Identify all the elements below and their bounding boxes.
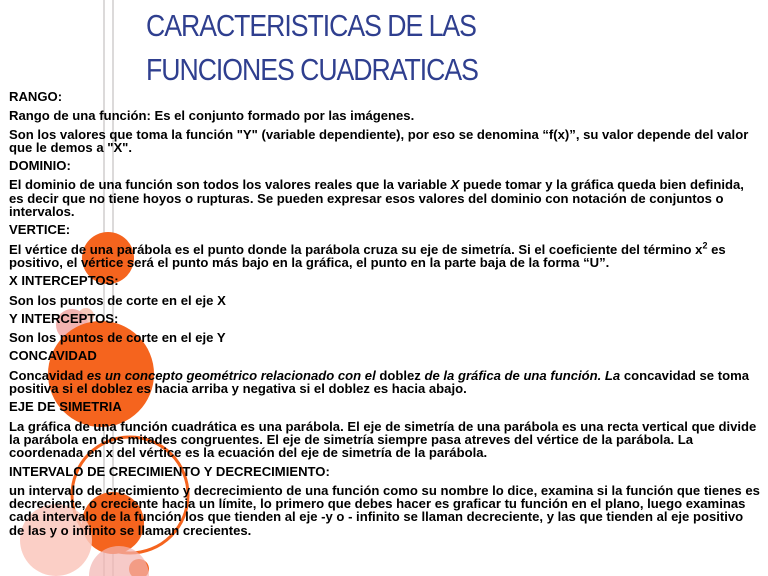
concavidad-text-c: concavidad se toma positiva si el doblez es hacia arriba y negativa si el doblez es hacia abajo.: [9, 367, 749, 397]
dominio-description: [9, 178, 761, 218]
heading-intervalo: INTERVALO DE CRECIMIENTO Y DECRECIMIENTO:: [9, 463, 330, 479]
dominio-text-a: El dominio de una función son todos los valores reales que la variable: [9, 177, 451, 193]
vertice-exponent: 2: [702, 240, 708, 251]
intervalo-description: un intervalo de crecimiento y decrecimiento de una función como su nombre lo dice, examina si la función que tienes es decreciente, o creciente hacia un límite, lo primero que debes hacer es graficar tu función en el plano, luego examinas cada intervalo de la función los que tienden al eje -y o - infinito se llaman decreciente, y las que tienden al eje positivo de las y o infinito se llaman crecientes.: [9, 482, 760, 538]
heading-y-interceptos: Y INTERCEPTOS:: [9, 310, 119, 326]
vertice-text-b: es positivo, el vértice será el punto más bajo en la gráfica, el punto en la parte baja de la forma “U”.: [9, 241, 726, 270]
concavidad-description: [9, 369, 761, 396]
concavidad-italic-1: es un concepto geométrico relacionado con el: [86, 367, 376, 383]
slide-title: CARACTERISTICAS DE LAS FUNCIONES CUADRATICAS: [146, 8, 478, 87]
rango-definition: Rango de una función: Es el conjunto formado por las imágenes.: [9, 108, 415, 124]
pink-circle-bottom: [89, 546, 149, 576]
rango-description: Son los valores que toma la función "Y" (variable dependiente), por eso se denomina “f(x)”, su valor depende del valor que le demos a "X".: [9, 126, 749, 155]
concavidad-text-b: doblez: [375, 367, 425, 383]
slide-content: [9, 90, 761, 542]
y-interceptos-description: Son los puntos de corte en el eje Y: [9, 330, 226, 346]
vertice-text-a: El vértice de una parábola es el punto donde la parábola cruza su eje de simetría. Si el coeficiente del término x: [9, 241, 703, 257]
eje-simetria-description: La gráfica de una función cuadrática es una parábola. El eje de simetría de una parábola es una recta vertical que divide la parábola en dos mitades congruentes. El eje de simetría siempre pasa atreves del vértice de la parábola. La coordenada en x del vértice es la ecuación del eje de simetría de la parábola.: [9, 418, 757, 461]
vertice-description: [9, 240, 761, 270]
concavidad-italic-2: de la gráfica de una función. La: [424, 367, 621, 383]
heading-rango: RANGO:: [9, 89, 63, 104]
dominio-text-b: puede tomar y la gráfica queda bien definida, es decir que no tiene hoyos o rupturas. Se pueden expresar esos valores del dominio con notación de conjuntos o intervalos.: [9, 177, 744, 220]
dominio-variable: X: [450, 177, 460, 193]
heading-x-interceptos: X INTERCEPTOS:: [9, 273, 119, 289]
heading-dominio: DOMINIO:: [9, 158, 71, 174]
concavidad-text-a: Concavidad: [9, 367, 87, 383]
heading-concavidad: CONCAVIDAD: [9, 348, 97, 364]
x-interceptos-description: Son los puntos de corte en el eje X: [9, 292, 226, 308]
heading-eje-simetria: EJE DE SIMETRIA: [9, 399, 122, 415]
heading-vertice: VERTICE:: [9, 222, 71, 238]
